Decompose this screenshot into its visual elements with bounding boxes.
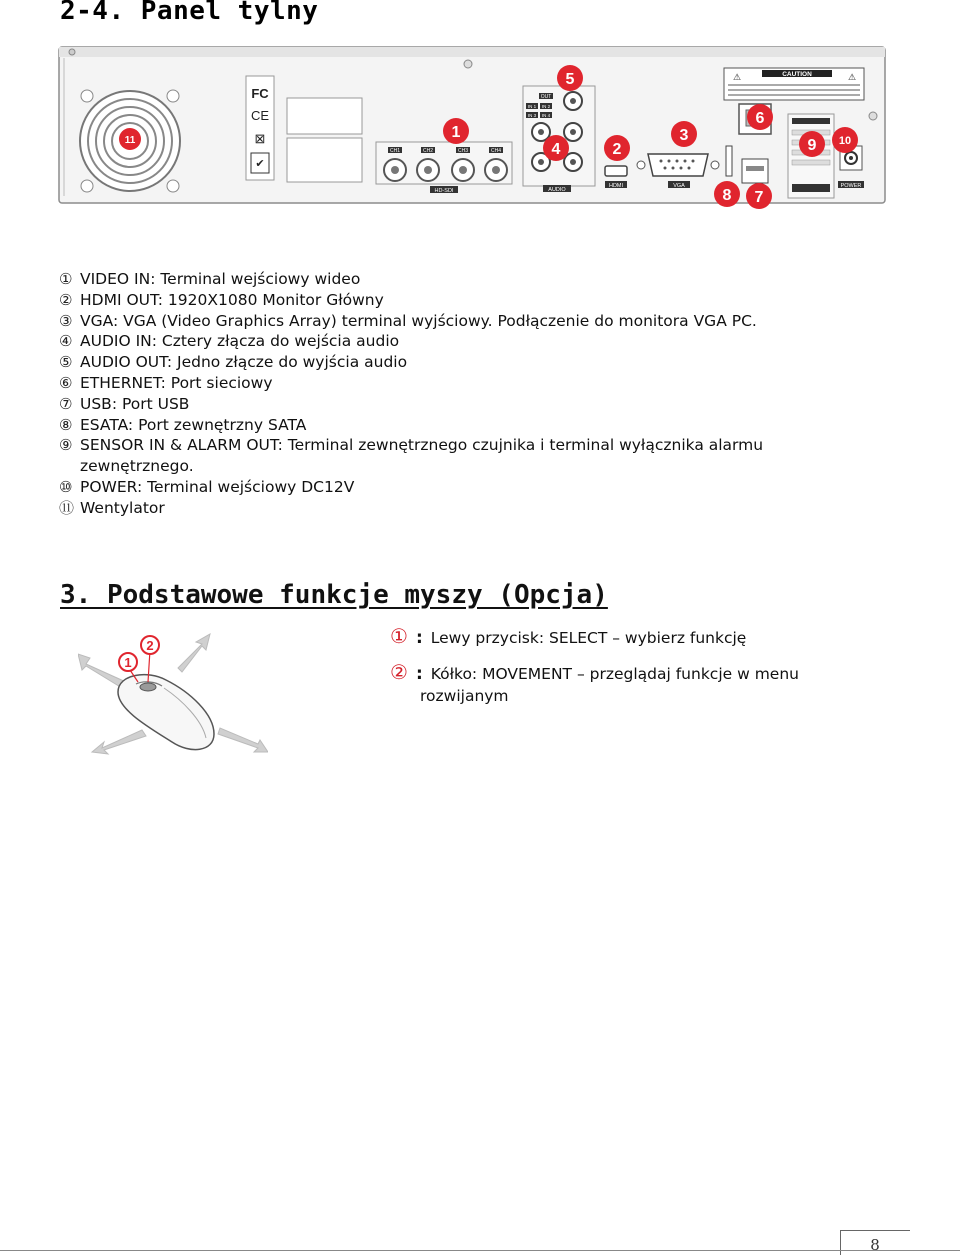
- ce-mark-icon: CE: [250, 108, 270, 123]
- legend-item-continuation: zewnętrznego.: [80, 457, 194, 476]
- mouse-functions-list: [390, 625, 910, 719]
- footer-rule: [0, 1250, 960, 1251]
- legend-item: ⑦ USB: Port USB: [59, 394, 190, 413]
- svg-text:IN 4: IN 4: [541, 113, 551, 118]
- rohs-icon: ✔: [255, 158, 265, 170]
- svg-text:⚠: ⚠: [848, 72, 857, 82]
- scroll-wheel-icon: [140, 683, 156, 691]
- section-heading: 2-4. Panel tylny: [60, 0, 319, 26]
- mouse-function-item: ② : Kółko: MOVEMENT – przeglądaj funkcje w menu rozwijanym: [390, 660, 799, 705]
- svg-text:7: 7: [754, 189, 764, 206]
- svg-text:OUT: OUT: [540, 94, 552, 100]
- mouse-section-heading: 3. Podstawowe funkcje myszy (Opcja): [60, 580, 608, 610]
- esata-port: [726, 146, 732, 176]
- svg-text:CH3: CH3: [457, 148, 469, 154]
- svg-text:6: 6: [755, 110, 765, 127]
- blank-plate: [287, 138, 362, 182]
- legend-item: ⑥ ETHERNET: Port sieciowy: [59, 373, 273, 392]
- callout-marker: [119, 636, 159, 671]
- legend-item: ⑩ POWER: Terminal wejściowy DC12V: [59, 477, 355, 496]
- mouse-illustration: [78, 630, 268, 760]
- blank-plate: [287, 98, 362, 134]
- legend-item: ② HDMI OUT: 1920X1080 Monitor Główny: [59, 290, 384, 309]
- svg-text:2: 2: [146, 638, 154, 653]
- legend-item: ⑪ Wentylator: [59, 498, 165, 517]
- fc-mark-icon: FC: [251, 86, 269, 101]
- page-number: 8: [870, 1236, 880, 1254]
- svg-text:VGA: VGA: [673, 183, 685, 189]
- legend-item: ⑧ ESATA: Port zewnętrzny SATA: [59, 415, 307, 434]
- svg-text:9: 9: [807, 137, 817, 154]
- legend-item: ① VIDEO IN: Terminal wejściowy wideo: [59, 270, 361, 288]
- svg-text:⚠: ⚠: [733, 72, 742, 82]
- svg-text:2: 2: [612, 141, 622, 158]
- svg-text:1: 1: [124, 655, 132, 670]
- svg-text:8: 8: [722, 187, 732, 204]
- legend-item: ④ AUDIO IN: Cztery złącza do wejścia audio: [59, 332, 400, 351]
- legend-item: ⑨ SENSOR IN & ALARM OUT: Terminal zewnętrznego czujnika i terminal wyłącznika alarmu: [59, 436, 764, 455]
- svg-text:10: 10: [838, 135, 852, 147]
- svg-text:HDMI: HDMI: [608, 183, 624, 189]
- svg-text:IN 1: IN 1: [527, 104, 537, 109]
- svg-text:CH4: CH4: [490, 148, 502, 154]
- svg-text:11: 11: [124, 135, 136, 146]
- svg-text:CAUTION: CAUTION: [782, 71, 812, 78]
- svg-text:AUDIO: AUDIO: [548, 187, 566, 193]
- svg-text:HD-SDI: HD-SDI: [434, 188, 454, 194]
- svg-text:IN 3: IN 3: [527, 113, 537, 118]
- svg-text:POWER: POWER: [840, 183, 862, 189]
- svg-text:CH2: CH2: [422, 148, 434, 154]
- legend-item: ③ VGA: VGA (Video Graphics Array) terminal wyjściowy. Podłączenie do monitora VGA PC.: [59, 311, 757, 330]
- rear-panel-illustration: [58, 46, 888, 222]
- caution-label: [724, 68, 864, 100]
- weee-icon: ⊠: [254, 131, 266, 146]
- svg-text:5: 5: [565, 71, 575, 88]
- screw-icon: [69, 49, 75, 55]
- rear-panel-legend: [59, 269, 919, 519]
- svg-text:3: 3: [679, 127, 689, 144]
- svg-text:IN 2: IN 2: [541, 104, 551, 109]
- mouse-function-item: ① : Lewy przycisk: SELECT – wybierz funkcję: [390, 624, 747, 648]
- screw-icon: [464, 60, 472, 68]
- screw-icon: [869, 112, 877, 120]
- legend-item: ⑤ AUDIO OUT: Jedno złącze do wyjścia audio: [59, 353, 408, 372]
- svg-text:4: 4: [551, 141, 561, 158]
- svg-text:1: 1: [451, 124, 461, 141]
- svg-text:CH1: CH1: [389, 148, 401, 154]
